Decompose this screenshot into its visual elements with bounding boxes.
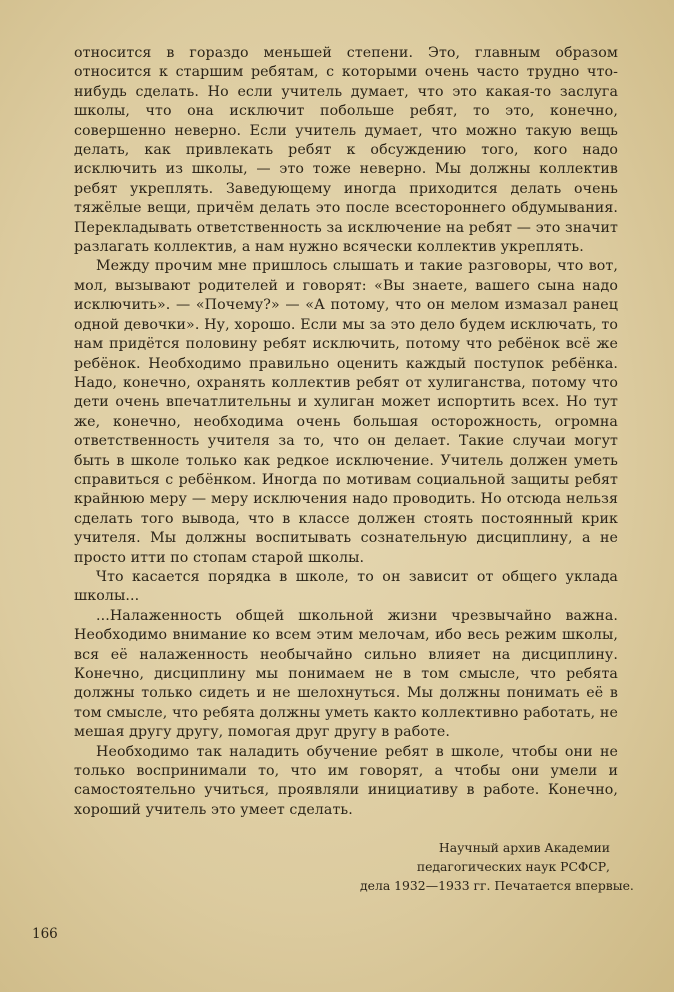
paragraph-2: Между прочим мне пришлось слышать и такие разговоры, что вот, мол, вызывают родителей и говорят: «Вы знаете, вашего сына надо исключить». — «Почему?» — «А потому, что он мелом измазал ранец одной девочки». Ну, хорошо. Если мы за это дело будем исключать, то нам придётся половину ребят исключить, потому что ребёнок всё же ребёнок. Необходимо правильно оценить каждый поступок ребёнка. Надо, конечно, охранять коллектив ребят от хулиганства, потому что дети очень впечатлительны и хулиган может испортить всех. Но тут же, конечно, необходима очень большая осторожность, огромна ответственность учителя за то, что он делает. Такие случаи могут быть в школе только как редкое исключение. Учитель должен уметь справиться с ребёнком. Иногда по мотивам социальной защиты ребят крайнюю меру — меру исключения надо проводить. Но отсюда нельзя сделать того вывода, что в классе должен стоять постоянный крик учителя. Мы должны воспитывать сознательную дисциплину, а не просто итти по стопам старой школы.	[74, 258, 618, 566]
paragraph-5: Необходимо так наладить обучение ребят в школе, чтобы они не только воспринимали то, что им говорят, а чтобы они умели и самостоятельно учиться, проявляли инициативу в работе. Конечно, хороший учитель это умеет сделать.	[74, 743, 618, 818]
paragraph-1: относится в гораздо меньшей степени. Это, главным образом относится к старшим ребятам, с которыми очень часто трудно что-нибудь сделать. Но если учитель думает, что это какая-то заслуга школы, что она исключит побольше ребят, то это, конечно, совершенно неверно. Если учитель думает, что можно такую вещь делать, как привлекать ребят к обсуждению того, кого надо исключить из школы, — это тоже неверно. Мы должны коллектив ребят укреплять. Заведующему иногда приходится делать очень тяжёлые вещи, причём делать это после всестороннего обдумывания. Перекладывать ответственность за исключение на ребят — это значит разлагать коллектив, а нам нужно всячески коллектив укреплять.	[74, 45, 618, 256]
paragraph-3: Что касается порядка в школе, то он зависит от общего уклада школы...	[74, 568, 618, 605]
source-line-3: дела 1932—1933 гг. Печатается впервые.	[360, 878, 634, 893]
source-line-2: педагогических наук РСФСР,	[416, 859, 610, 874]
paragraph-4: ...Налаженность общей школьной жизни чрезвычайно важна. Необходимо внимание ко всем этим мелочам, ибо весь режим школы, вся её налаженность необычайно сильно влияет на дисциплину. Конечно, дисциплину мы понимаем не в том смысле, что ребята должны только сидеть и не шелохнуться. Мы должны понимать её в том смысле, что ребята должны уметь както коллективно работать, не мешая другу другу, помогая друг другу в работе.	[74, 607, 618, 741]
body-text	[74, 44, 618, 820]
source-note	[360, 838, 634, 895]
source-line-1: Научный архив Академии	[438, 840, 610, 855]
page-number: 166	[32, 926, 58, 942]
